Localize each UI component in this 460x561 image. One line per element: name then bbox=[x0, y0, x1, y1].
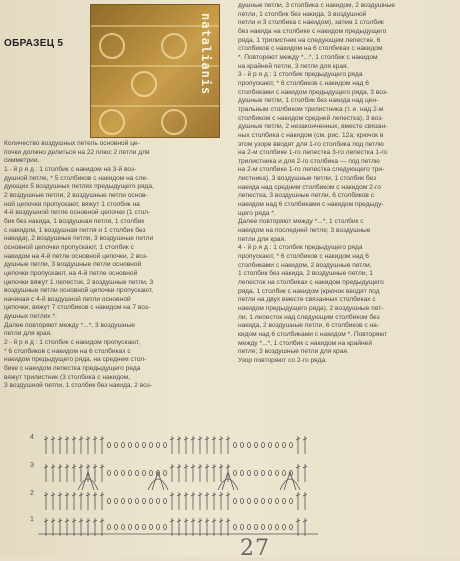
text-line: 2 воздушные петли, 2 воздушные петли основ- bbox=[4, 191, 148, 199]
chart-symbol bbox=[128, 524, 131, 529]
text-line: тральным столбиком трилистника (т. е. над 2-м bbox=[238, 105, 384, 113]
chart-symbol bbox=[254, 524, 257, 529]
text-line: бике с накидом лепестка предыдущего ряда bbox=[4, 365, 141, 373]
text-line: ли, 1 лепесток над следующим столбиком без bbox=[238, 313, 380, 321]
chart-symbol bbox=[247, 524, 250, 529]
text-line: 1 столбик без накида, 2 воздушные петли, 1 bbox=[238, 270, 373, 278]
text-line: накидом над 6 столбиками с накидом предыду- bbox=[238, 201, 384, 209]
chart-symbol bbox=[121, 524, 124, 529]
text-line: воздушные петли основной цепочки пропускают, bbox=[4, 287, 153, 295]
chart-symbol bbox=[107, 470, 110, 475]
chart-symbol bbox=[135, 498, 138, 503]
text-line: Далее повторяют между *...*, 3 воздушные bbox=[4, 321, 135, 329]
chart-symbol bbox=[261, 442, 264, 447]
text-line: петли на двух вместе связанных столбиках с bbox=[238, 296, 376, 304]
chart-symbol bbox=[275, 442, 278, 447]
text-line: ряда, 1 трилистник на следующем лепестке, 6 bbox=[238, 36, 381, 44]
chart-symbol bbox=[268, 498, 271, 503]
text-line: петли, 1 столбик без накида, 3 воздушной bbox=[238, 10, 367, 18]
row-number: 4 bbox=[30, 434, 34, 441]
crochet-chart bbox=[28, 428, 328, 536]
chart-symbol bbox=[149, 442, 152, 447]
chart-symbol bbox=[121, 442, 124, 447]
chart-symbol bbox=[142, 498, 145, 503]
chart-symbol bbox=[261, 470, 264, 475]
text-line: кидом над 6 столбиками с накидом *. Повторяют bbox=[238, 330, 388, 338]
chart-symbol bbox=[163, 470, 166, 475]
chart-symbol bbox=[156, 442, 159, 447]
text-line: * 6 столбиков с накидом на 6 столбиках с bbox=[4, 347, 131, 355]
text-line: накидом на 4-й петле основной цепочки, 2 воз- bbox=[4, 252, 148, 260]
text-line: столбиками с накидом, 2 воздушные петли, bbox=[238, 261, 372, 269]
sample-photo bbox=[90, 4, 220, 138]
chart-symbol bbox=[254, 498, 257, 503]
chart-symbol bbox=[121, 470, 124, 475]
text-line: столбиков с накидом на 6 столбиках с накидом bbox=[238, 45, 383, 53]
chart-symbol bbox=[149, 498, 152, 503]
text-line: Количество воздушных петель основной це- bbox=[4, 140, 140, 147]
text-line: столбиками с накидом предыдущего ряда, 3 воз- bbox=[238, 88, 389, 96]
text-line: цепочки пропускают, на 4-й петле основной bbox=[4, 269, 138, 277]
text-line: 1 - й р я д : 1 столбик с накидом на 3-й воз- bbox=[4, 165, 137, 173]
text-line: 2 - й р я д : 1 столбик с накидом пропускают, bbox=[4, 339, 141, 347]
text-line: ряда, 1 столбик с накидом (крючок вводят под bbox=[238, 287, 380, 295]
chart-symbol bbox=[233, 470, 236, 475]
chart-symbol bbox=[114, 524, 117, 529]
chart-symbol bbox=[282, 498, 285, 503]
chart-symbol bbox=[135, 524, 138, 529]
chart-symbol bbox=[275, 470, 278, 475]
text-line: 3 - й р я д : 1 столбик предыдущего ряда bbox=[238, 71, 363, 79]
text-line: душных петлях *. bbox=[4, 313, 57, 321]
row-number: 3 bbox=[30, 462, 34, 469]
text-line: этом узоре вводят для 1-го столбика под петлю bbox=[238, 140, 384, 148]
chart-symbol bbox=[128, 470, 131, 475]
text-line: лепестка, 3 воздушные петли, 6 столбиков с bbox=[238, 192, 375, 200]
text-line: лепесток на столбиках с накидом предыдущего bbox=[238, 279, 384, 286]
text-line: начиная с 4-й воздушной петли основной bbox=[4, 295, 131, 303]
chart-symbol bbox=[163, 524, 166, 529]
chart-symbol bbox=[107, 498, 110, 503]
text-line: с накидом, 1 воздушная петля и 1 столбик без bbox=[4, 226, 146, 234]
row-number: 2 bbox=[30, 490, 34, 497]
text-line: накидом на последней петле; 3 воздушные bbox=[238, 227, 371, 235]
chart-symbol bbox=[114, 470, 117, 475]
text-line: дующих 5 воздушных петлях предыдущего ряда, bbox=[4, 183, 154, 191]
text-line: между *...*, 1 столбик с накидом на крайней bbox=[238, 339, 373, 347]
chart-symbol bbox=[233, 498, 236, 503]
text-line: накидом предыдущего ряда), 2 воздушные пет- bbox=[238, 304, 384, 312]
text-line: душные петли, 3 столбика с накидом, 2 воздушные bbox=[238, 2, 396, 9]
text-line: цепочки, вяжут 7 столбиков с накидом на 7 воз- bbox=[4, 304, 151, 312]
chart-symbol bbox=[114, 498, 117, 503]
text-line: петли для края. bbox=[238, 235, 286, 243]
chart-symbol bbox=[142, 524, 145, 529]
chart-symbol bbox=[282, 470, 285, 475]
text-line: *. Повторяют между *...*, 1 столбик с накидом bbox=[238, 53, 378, 61]
chart-symbol bbox=[247, 470, 250, 475]
chart-symbol bbox=[149, 470, 152, 475]
chart-symbol bbox=[268, 442, 271, 447]
text-line: петле; 3 воздушные петли для края. bbox=[238, 348, 349, 356]
text-line: Далее повторяют между *...*, 1 столбик с bbox=[238, 218, 364, 226]
text-line: цепочки вяжут 1 лепесток, 2 воздушные петли, 3 bbox=[4, 278, 154, 286]
text-line: почки должно делиться на 22 плюс 2 петли для bbox=[4, 148, 150, 156]
text-line: ной цепочки пропускают, вяжут 1 столбик на bbox=[4, 200, 140, 208]
chart-symbol bbox=[282, 442, 285, 447]
chart-symbol bbox=[240, 524, 243, 529]
text-line: 4-й воздушной петле основной цепочки (1 стол- bbox=[4, 209, 151, 217]
chart-symbol bbox=[268, 470, 271, 475]
text-line: пропускают, * 6 столбиков с накидом над 6 bbox=[238, 79, 369, 87]
text-line: основной цепочки пропускают, 1 столбик с bbox=[4, 243, 134, 251]
chart-symbol bbox=[275, 524, 278, 529]
text-line: на 2-м столбике 1-го лепестка следующего три- bbox=[238, 166, 385, 174]
instructions-left-column bbox=[4, 140, 226, 391]
page-number: 27 bbox=[240, 536, 270, 561]
text-line: накида над средним столбиком с накидом 2-го bbox=[238, 183, 381, 191]
text-line: 3 воздушной петли, 1 столбик без накида, 2 воз- bbox=[4, 382, 152, 390]
chart-symbol bbox=[247, 498, 250, 503]
text-line: трилистника и для 2-го столбика — под петлю bbox=[238, 157, 380, 165]
chart-symbol bbox=[128, 442, 131, 447]
sample-title: ОБРАЗЕЦ 5 bbox=[4, 38, 64, 49]
chart-symbol bbox=[163, 442, 166, 447]
chart-symbol bbox=[121, 498, 124, 503]
chart-symbol bbox=[163, 498, 166, 503]
chart-symbol bbox=[128, 498, 131, 503]
text-line: ных столбика с накидом (см. рис. 12а; крючок в bbox=[238, 131, 384, 139]
text-line: на 2-м столбике 1-го лепестка 3-го лепестка 1-го bbox=[238, 149, 388, 157]
chart-symbol bbox=[254, 470, 257, 475]
chart-symbol bbox=[240, 442, 243, 447]
text-line: без накида на столбике с накидом предыдущего bbox=[238, 27, 387, 35]
chart-symbol bbox=[233, 524, 236, 529]
row-number: 1 bbox=[30, 516, 34, 523]
chart-symbol bbox=[289, 524, 292, 529]
chart-symbol bbox=[149, 524, 152, 529]
chart-symbol bbox=[114, 442, 117, 447]
chart-symbol bbox=[289, 498, 292, 503]
chart-symbol bbox=[142, 442, 145, 447]
chart-symbol bbox=[261, 498, 264, 503]
text-line: 4 - й р я д : 1 столбик предыдущего ряда bbox=[238, 244, 363, 252]
text-line: столбиком с накидом средней лепестка), 3 воз- bbox=[238, 114, 384, 122]
text-line: душные петли, 3 воздушные петли основной bbox=[4, 261, 142, 269]
text-line: симметрии. bbox=[4, 157, 40, 165]
chart-symbol bbox=[233, 442, 236, 447]
chart-symbol bbox=[148, 479, 168, 490]
text-line: пропускают, * 6 столбиков с накидом над 6 bbox=[238, 253, 369, 261]
chart-symbol bbox=[240, 470, 243, 475]
chart-symbol bbox=[142, 470, 145, 475]
chart-symbol bbox=[261, 524, 264, 529]
instructions-right-column bbox=[238, 2, 458, 366]
text-line: накидом предыдущего ряда, на среднем стол- bbox=[4, 356, 147, 364]
text-line: листника), 3 воздушные петли, 1 столбик без bbox=[238, 175, 377, 183]
text-line: петли для края. bbox=[4, 330, 52, 338]
text-line: Узор повторяют со 2-го ряда. bbox=[238, 356, 327, 364]
text-line: накида, 2 воздушные петли, 6 столбиков с на- bbox=[238, 322, 380, 330]
chart-symbol bbox=[280, 479, 300, 490]
chart-symbol bbox=[275, 498, 278, 503]
chart-symbol bbox=[156, 524, 159, 529]
text-line: щего ряда *. bbox=[238, 209, 276, 217]
text-line: душной петле, * 5 столбиков с накидом на сле- bbox=[4, 174, 149, 182]
chart-symbol bbox=[268, 524, 271, 529]
chart-symbol bbox=[240, 498, 243, 503]
text-line: душные петли, 1 столбик без накида над цен- bbox=[238, 97, 379, 105]
chart-symbol bbox=[107, 442, 110, 447]
chart-symbol bbox=[135, 442, 138, 447]
text-line: петли и 3 столбика с накидом), затем 1 столбик bbox=[238, 19, 384, 27]
text-line: накида), 2 воздушные петли, 3 воздушные петли bbox=[4, 235, 154, 243]
text-line: бик без накида, 1 воздушная петля, 1 столбик bbox=[4, 217, 145, 225]
chart-symbol bbox=[289, 442, 292, 447]
chart-symbol bbox=[135, 470, 138, 475]
chart-symbol bbox=[107, 524, 110, 529]
chart-symbol bbox=[156, 498, 159, 503]
header bbox=[0, 0, 220, 135]
chart-symbol bbox=[282, 524, 285, 529]
chart-symbol bbox=[254, 442, 257, 447]
chart-symbol bbox=[247, 442, 250, 447]
watermark: natalianis bbox=[199, 13, 213, 96]
text-line: душные петли, 2 незаконченных, вместе связан- bbox=[238, 123, 388, 131]
text-line: вяжут трилистник (3 столбика с накидом, bbox=[4, 373, 131, 381]
text-line: на крайней петле, 3 петли для края. bbox=[238, 62, 349, 70]
